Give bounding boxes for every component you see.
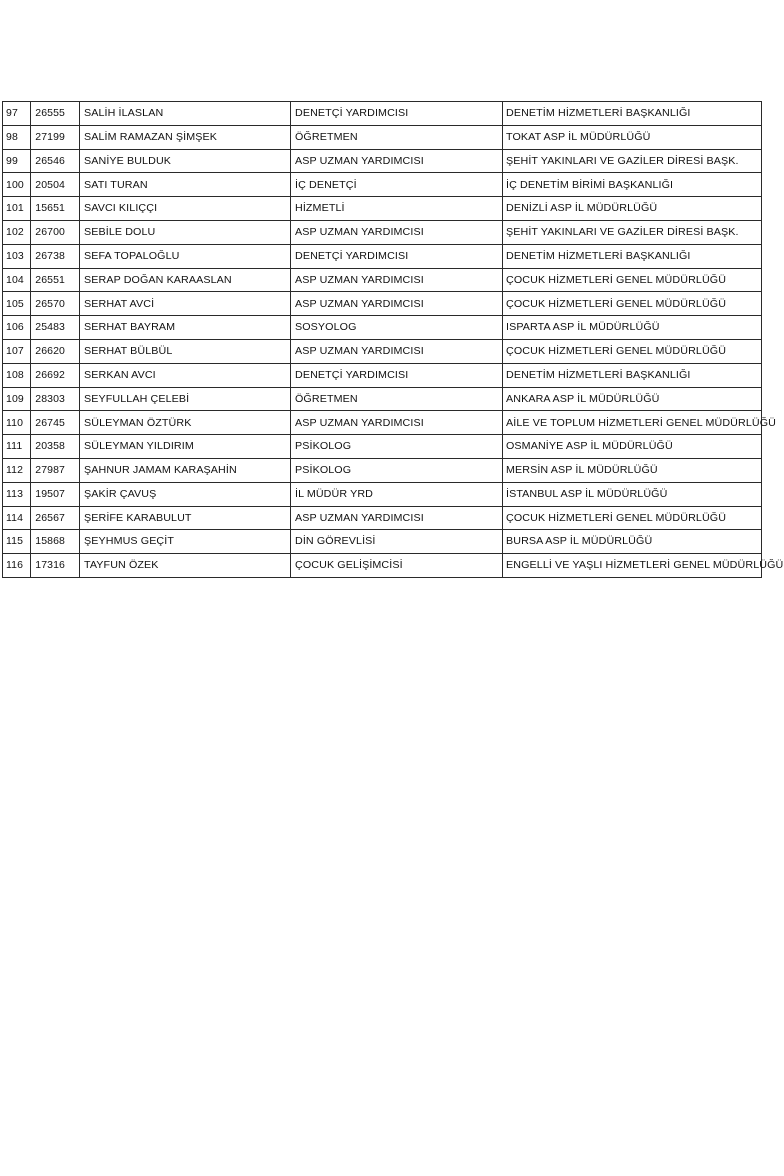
table-row	[3, 316, 762, 340]
row-number: 115	[3, 530, 31, 554]
assigned-unit: ÇOCUK HİZMETLERİ GENEL MÜDÜRLÜĞÜ	[503, 292, 762, 316]
assigned-unit: DENETİM HİZMETLERİ BAŞKANLIĞI	[503, 102, 762, 126]
row-number: 99	[3, 149, 31, 173]
full-name: SALİH İLASLAN	[79, 102, 290, 126]
assigned-unit: ŞEHİT YAKINLARI VE GAZİLER DİRESİ BAŞK.	[503, 149, 762, 173]
job-title: ÖĞRETMEN	[291, 387, 503, 411]
full-name: SERKAN AVCI	[79, 363, 290, 387]
full-name: TAYFUN ÖZEK	[79, 554, 290, 578]
registry-number: 26692	[31, 363, 80, 387]
job-title: PSİKOLOG	[291, 458, 503, 482]
table-row	[3, 554, 762, 578]
assigned-unit: DENETİM HİZMETLERİ BAŞKANLIĞI	[503, 363, 762, 387]
full-name: SEFA TOPALOĞLU	[79, 244, 290, 268]
assigned-unit: İÇ DENETİM BİRİMİ BAŞKANLIĞI	[503, 173, 762, 197]
registry-number: 20504	[31, 173, 80, 197]
table-row	[3, 387, 762, 411]
full-name: ŞERİFE KARABULUT	[79, 506, 290, 530]
job-title: DENETÇİ YARDIMCISI	[291, 363, 503, 387]
full-name: ŞEYHMUS GEÇİT	[79, 530, 290, 554]
job-title: İÇ DENETÇİ	[291, 173, 503, 197]
registry-number: 26738	[31, 244, 80, 268]
row-number: 113	[3, 482, 31, 506]
table-row	[3, 363, 762, 387]
table-row	[3, 102, 762, 126]
assigned-unit: BURSA ASP İL MÜDÜRLÜĞÜ	[503, 530, 762, 554]
job-title: ÇOCUK GELİŞİMCİSİ	[291, 554, 503, 578]
row-number: 116	[3, 554, 31, 578]
job-title: DENETÇİ YARDIMCISI	[291, 102, 503, 126]
assigned-unit: ENGELLİ VE YAŞLI HİZMETLERİ GENEL MÜDÜRLÜĞÜ	[503, 554, 762, 578]
table-row	[3, 197, 762, 221]
registry-number: 26555	[31, 102, 80, 126]
assigned-unit: OSMANİYE ASP İL MÜDÜRLÜĞÜ	[503, 435, 762, 459]
row-number: 101	[3, 197, 31, 221]
table-row	[3, 482, 762, 506]
full-name: ŞAKİR ÇAVUŞ	[79, 482, 290, 506]
assigned-unit: ŞEHİT YAKINLARI VE GAZİLER DİRESİ BAŞK.	[503, 220, 762, 244]
registry-number: 26546	[31, 149, 80, 173]
job-title: ASP UZMAN YARDIMCISI	[291, 292, 503, 316]
registry-number: 28303	[31, 387, 80, 411]
row-number: 100	[3, 173, 31, 197]
table-row	[3, 458, 762, 482]
job-title: İL MÜDÜR YRD	[291, 482, 503, 506]
job-title: ASP UZMAN YARDIMCISI	[291, 149, 503, 173]
registry-number: 17316	[31, 554, 80, 578]
row-number: 110	[3, 411, 31, 435]
table-row	[3, 339, 762, 363]
personnel-table-body	[3, 102, 784, 578]
row-number: 112	[3, 458, 31, 482]
job-title: SOSYOLOG	[291, 316, 503, 340]
table-row	[3, 220, 762, 244]
assigned-unit: İSTANBUL ASP İL MÜDÜRLÜĞÜ	[503, 482, 762, 506]
row-number: 104	[3, 268, 31, 292]
table-row	[3, 149, 762, 173]
full-name: SERAP DOĞAN KARAASLAN	[79, 268, 290, 292]
row-number: 111	[3, 435, 31, 459]
full-name: SAVCI KILIÇÇI	[79, 197, 290, 221]
table-row	[3, 411, 762, 435]
registry-number: 15868	[31, 530, 80, 554]
registry-number: 27987	[31, 458, 80, 482]
assigned-unit: ÇOCUK HİZMETLERİ GENEL MÜDÜRLÜĞÜ	[503, 339, 762, 363]
full-name: SERHAT BÜLBÜL	[79, 339, 290, 363]
full-name: SEYFULLAH ÇELEBİ	[79, 387, 290, 411]
job-title: ASP UZMAN YARDIMCISI	[291, 411, 503, 435]
assigned-unit: ÇOCUK HİZMETLERİ GENEL MÜDÜRLÜĞÜ	[503, 506, 762, 530]
full-name: ŞAHNUR JAMAM KARAŞAHİN	[79, 458, 290, 482]
full-name: SÜLEYMAN ÖZTÜRK	[79, 411, 290, 435]
row-number: 102	[3, 220, 31, 244]
full-name: SALİM RAMAZAN ŞİMŞEK	[79, 125, 290, 149]
row-number: 108	[3, 363, 31, 387]
table-row	[3, 173, 762, 197]
registry-number: 26567	[31, 506, 80, 530]
job-title: DENETÇİ YARDIMCISI	[291, 244, 503, 268]
job-title: ASP UZMAN YARDIMCISI	[291, 220, 503, 244]
row-number: 97	[3, 102, 31, 126]
registry-number: 25483	[31, 316, 80, 340]
personnel-table	[2, 101, 784, 578]
table-row	[3, 530, 762, 554]
row-number: 105	[3, 292, 31, 316]
assigned-unit: MERSİN ASP İL MÜDÜRLÜĞÜ	[503, 458, 762, 482]
assigned-unit: TOKAT ASP İL MÜDÜRLÜĞÜ	[503, 125, 762, 149]
table-row	[3, 268, 762, 292]
full-name: SATI TURAN	[79, 173, 290, 197]
registry-number: 15651	[31, 197, 80, 221]
registry-number: 27199	[31, 125, 80, 149]
row-number: 107	[3, 339, 31, 363]
row-number: 114	[3, 506, 31, 530]
row-number: 109	[3, 387, 31, 411]
assigned-unit: AİLE VE TOPLUM HİZMETLERİ GENEL MÜDÜRLÜĞÜ	[503, 411, 762, 435]
job-title: DİN GÖREVLİSİ	[291, 530, 503, 554]
table-row	[3, 244, 762, 268]
assigned-unit: DENETİM HİZMETLERİ BAŞKANLIĞI	[503, 244, 762, 268]
registry-number: 26570	[31, 292, 80, 316]
assigned-unit: ÇOCUK HİZMETLERİ GENEL MÜDÜRLÜĞÜ	[503, 268, 762, 292]
assigned-unit: DENİZLİ ASP İL MÜDÜRLÜĞÜ	[503, 197, 762, 221]
job-title: HİZMETLİ	[291, 197, 503, 221]
full-name: SÜLEYMAN YILDIRIM	[79, 435, 290, 459]
full-name: SERHAT AVCİ	[79, 292, 290, 316]
table-row	[3, 292, 762, 316]
job-title: ASP UZMAN YARDIMCISI	[291, 506, 503, 530]
job-title: ASP UZMAN YARDIMCISI	[291, 339, 503, 363]
full-name: SANİYE BULDUK	[79, 149, 290, 173]
full-name: SEBİLE DOLU	[79, 220, 290, 244]
row-number: 98	[3, 125, 31, 149]
registry-number: 26700	[31, 220, 80, 244]
table-row	[3, 435, 762, 459]
row-number: 106	[3, 316, 31, 340]
registry-number: 26745	[31, 411, 80, 435]
table-row	[3, 125, 762, 149]
registry-number: 26551	[31, 268, 80, 292]
registry-number: 19507	[31, 482, 80, 506]
registry-number: 26620	[31, 339, 80, 363]
registry-number: 20358	[31, 435, 80, 459]
table-row	[3, 506, 762, 530]
assigned-unit: ANKARA ASP İL MÜDÜRLÜĞÜ	[503, 387, 762, 411]
row-number: 103	[3, 244, 31, 268]
full-name: SERHAT BAYRAM	[79, 316, 290, 340]
assigned-unit: ISPARTA ASP İL MÜDÜRLÜĞÜ	[503, 316, 762, 340]
job-title: PSİKOLOG	[291, 435, 503, 459]
job-title: ÖĞRETMEN	[291, 125, 503, 149]
job-title: ASP UZMAN YARDIMCISI	[291, 268, 503, 292]
